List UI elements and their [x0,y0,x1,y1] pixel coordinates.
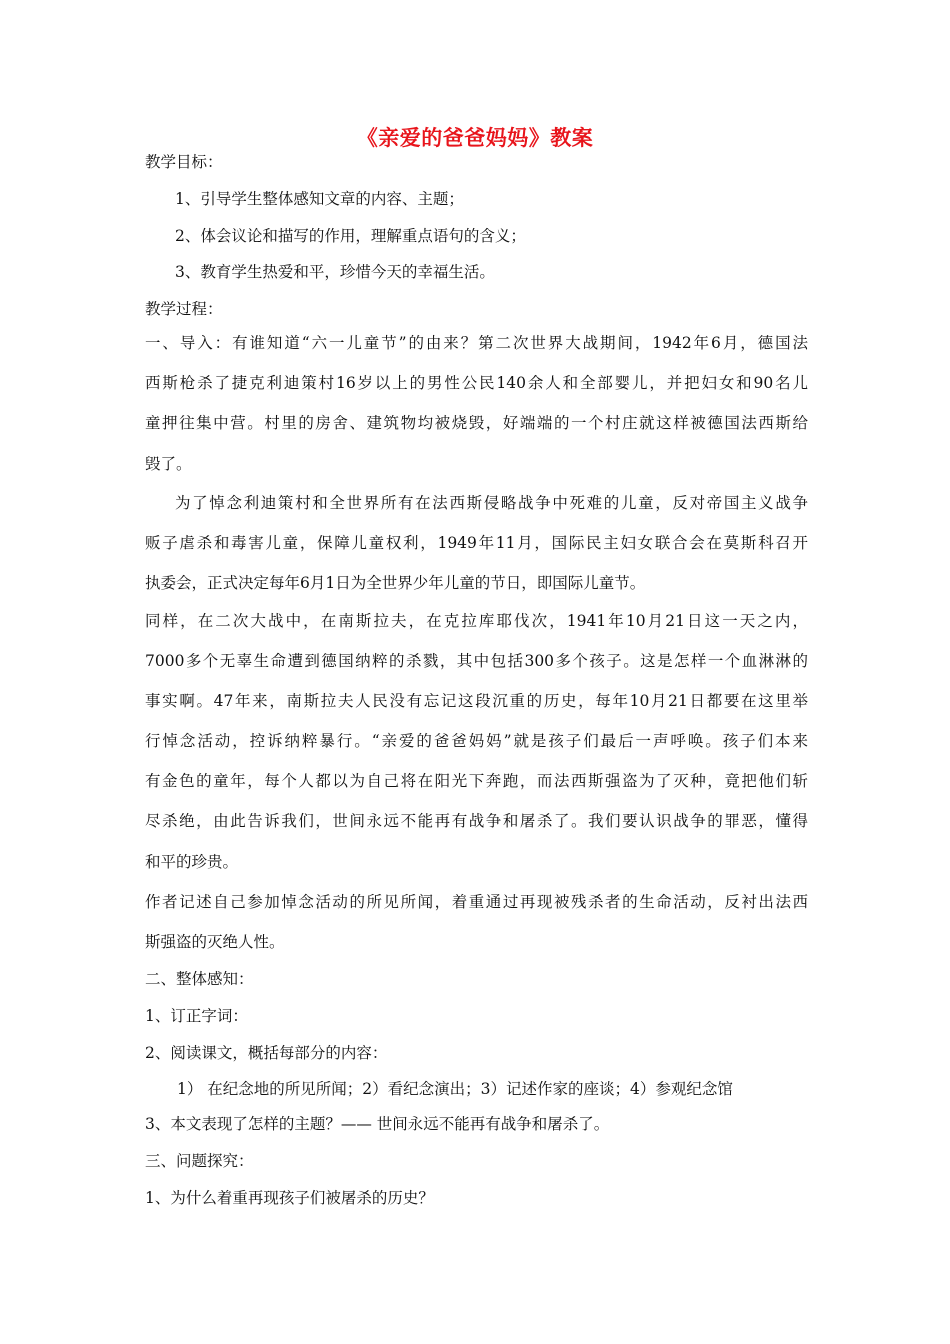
para3-line-1: 同样，在二次大战中，在南斯拉夫，在克拉库耶伐次，1941年10月21日这一天之内， [145,612,808,630]
section2-item-2: 2、阅读课文，概括每部分的内容： [145,1044,388,1062]
para2-line-2: 贩子虐杀和毒害儿童，保障儿童权利，1949年11月，国际民主妇女联合会在莫斯科召开 [145,534,808,552]
goals-heading: 教学目标： [145,153,223,171]
para4-line-2: 斯强盗的灭绝人性。 [145,933,285,951]
intro-line-3: 童押往集中营。村里的房舍、建筑物均被烧毁，好端端的一个村庄就这样被德国法西斯给 [145,414,808,432]
process-heading: 教学过程： [145,300,223,318]
section2-heading: 二、整体感知： [145,970,254,988]
document-title: 《亲爱的爸爸妈妈》教案 [356,126,594,150]
para3-line-5: 有金色的童年，每个人都以为自己将在阳光下奔跑，而法西斯强盗为了灭种，竟把他们斩 [145,772,808,790]
section3-heading: 三、问题探究： [145,1152,254,1170]
para3-line-4: 行悼念活动，控诉纳粹暴行。“亲爱的爸爸妈妈”就是孩子们最后一声呼唤。孩子们本来 [145,732,808,750]
intro-line-1: 一、导入：有谁知道“六一儿童节”的由来？第二次世界大战期间，1942年6月，德国法 [145,334,808,352]
intro-line-4: 毁了。 [145,455,192,473]
section2-item-1: 1、订正字词： [145,1007,248,1025]
goal-item-3: 3、教育学生热爱和平，珍惜今天的幸福生活。 [175,263,495,281]
para3-line-7: 和平的珍贵。 [145,853,239,871]
para2-line-1: 为了悼念利迪策村和全世界所有在法西斯侵略战争中死难的儿童，反对帝国主义战争 [175,494,808,512]
intro-line-2: 西斯枪杀了捷克利迪策村16岁以上的男性公民140余人和全部婴儿，并把妇女和90名儿 [145,374,808,392]
para3-line-2: 7000多个无辜生命遭到德国纳粹的杀戮，其中包括300多个孩子。这是怎样一个血淋淋的 [145,652,808,670]
goal-item-2: 2、体会议论和描写的作用，理解重点语句的含义； [175,227,526,245]
para2-line-3: 执委会，正式决定每年6月1日为全世界少年儿童的节日，即国际儿童节。 [145,574,646,592]
para3-line-3: 事实啊。47年来，南斯拉夫人民没有忘记这段沉重的历史，每年10月21日都要在这里举 [145,692,808,710]
para3-line-6: 尽杀绝，由此告诉我们，世间永远不能再有战争和屠杀了。我们要认识战争的罪恶，懂得 [145,812,808,830]
section2-item-3: 1） 在纪念地的所见所闻；2）看纪念演出；3）记述作家的座谈；4）参观纪念馆 [177,1080,733,1098]
goal-item-1: 1、引导学生整体感知文章的内容、主题； [175,190,464,208]
para4-line-1: 作者记述自己参加悼念活动的所见所闻，着重通过再现被残杀者的生命活动，反衬出法西 [145,893,808,911]
section3-item-1: 1、为什么着重再现孩子们被屠杀的历史？ [145,1189,434,1207]
section2-item-4: 3、本文表现了怎样的主题？—— 世间永远不能再有战争和屠杀了。 [145,1115,610,1133]
